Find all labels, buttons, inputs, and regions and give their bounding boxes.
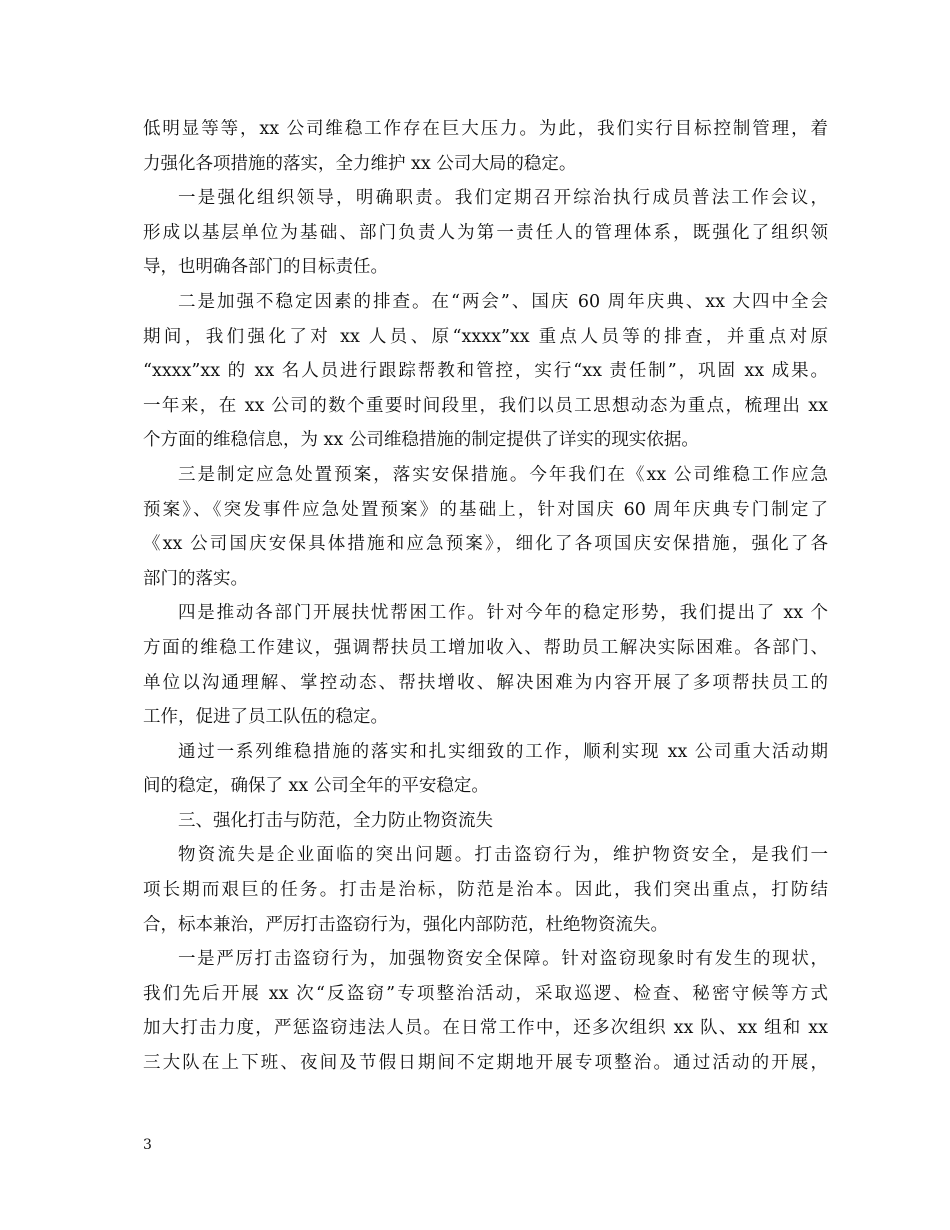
text-line: 形成以基层单位为基础、部门负责人为第一责任人的管理体系，既强化了组织领	[143, 222, 828, 243]
text-line: 间的稳定，确保了 xx 公司全年的平安稳定。	[143, 776, 489, 797]
text-line: 工作，促进了员工队伍的稳定。	[143, 707, 388, 728]
text-line: 个方面的维稳信息，为 xx 公司维稳措施的制定提供了详实的现实依据。	[143, 430, 699, 451]
text-line: 物资流失是企业面临的突出问题。打击盗窃行为，维护物资安全，是我们一	[178, 845, 828, 866]
text-line: 期间，我们强化了对 xx 人员、原“xxxx”xx 重点人员等的排查，并重点对原	[143, 326, 828, 347]
text-line: 单位以沟通理解、掌控动态、帮扶增收、解决困难为内容开展了多项帮扶员工的	[143, 672, 828, 693]
text-line: 一是严厉打击盗窃行为，加强物资安全保障。针对盗窃现象时有发生的现状，	[178, 949, 828, 970]
text-line: 一是强化组织领导，明确职责。我们定期召开综治执行成员普法工作会议，	[178, 188, 828, 209]
text-line: 通过一系列维稳措施的落实和扎实细致的工作，顺利实现 xx 公司重大活动期	[178, 741, 828, 762]
text-line: 合，标本兼治，严厉打击盗窃行为，强化内部防范，杜绝物资流失。	[143, 914, 668, 935]
text-line: 部门的落实。	[143, 568, 248, 589]
text-line: 二是加强不稳定因素的排查。在“两会”、国庆 60 周年庆典、xx 大四中全会	[178, 291, 828, 312]
text-line: 三是制定应急处置预案，落实安保措施。今年我们在《xx 公司维稳工作应急	[178, 464, 828, 485]
text-line: 预案》、《突发事件应急处置预案》的基础上，针对国庆 60 周年庆典专门制定了	[143, 499, 828, 520]
text-line: 项长期而艰巨的任务。打击是治标，防范是治本。因此，我们突出重点，打防结	[143, 880, 828, 901]
text-line: 三大队在上下班、夜间及节假日期间不定期地开展专项整治。通过活动的开展，	[143, 1053, 828, 1074]
section-heading: 三、强化打击与防范，全力防止物资流失	[178, 810, 493, 831]
text-line: 力强化各项措施的落实，全力维护 xx 公司大局的稳定。	[143, 153, 577, 174]
text-line: 方面的维稳工作建议，强调帮扶员工增加收入、帮助员工解决实际困难。各部门、	[143, 637, 828, 658]
text-line: 加大打击力度，严惩盗窃违法人员。在日常工作中，还多次组织 xx 队、xx 组和 xx	[143, 1018, 828, 1039]
text-line: 低明显等等，xx 公司维稳工作存在巨大压力。为此，我们实行目标控制管理，着	[143, 119, 828, 139]
text-line: 我们先后开展 xx 次“反盗窃”专项整治活动，采取巡逻、检查、秘密守候等方式	[143, 983, 828, 1004]
page-number: 3	[143, 1137, 152, 1153]
text-line: 《xx 公司国庆安保具体措施和应急预案》，细化了各项国庆安保措施，强化了各	[143, 534, 828, 555]
text-line: 一年来，在 xx 公司的数个重要时间段里，我们以员工思想动态为重点，梳理出 xx	[143, 395, 828, 416]
text-line: 导，也明确各部门的目标责任。	[143, 257, 388, 278]
document-body	[143, 112, 828, 1081]
text-line: 四是推动各部门开展扶忧帮困工作。针对今年的稳定形势，我们提出了 xx 个	[178, 603, 828, 624]
text-line: “xxxx”xx 的 xx 名人员进行跟踪帮教和管控，实行“xx 责任制”，巩固 xx 成果。	[143, 361, 828, 382]
